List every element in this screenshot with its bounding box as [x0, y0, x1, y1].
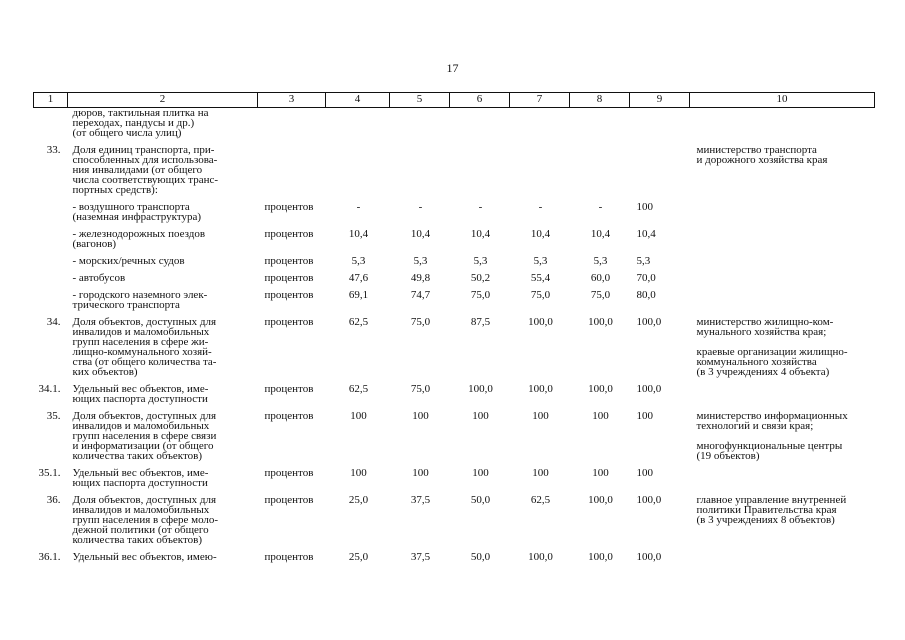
indicator-name-line: (наземная инфраструктура) — [72, 211, 202, 223]
indicator-name-line: способленных для использова- — [72, 154, 218, 166]
indicator-name-line: портных средств): — [72, 184, 158, 196]
table-row — [34, 495, 875, 552]
indicator-name-line: Доля объектов, доступных для — [72, 316, 217, 328]
indicator-name-line: трического транспорта — [72, 299, 180, 311]
value-cell-col8: 100 — [592, 410, 609, 422]
value-cell-col7 — [510, 145, 570, 202]
indicator-name — [68, 290, 258, 317]
indicator-name — [68, 411, 258, 468]
value-cell-col4 — [326, 145, 390, 202]
row-number — [34, 273, 68, 290]
table-row — [34, 290, 875, 317]
value-cell-col6: - — [478, 201, 483, 213]
indicator-name-line: - железнодорожных поездов — [72, 228, 206, 240]
column-header-5: 5 — [390, 93, 450, 108]
responsible-body — [690, 273, 875, 290]
unit-of-measure: процентов — [264, 494, 314, 506]
value-cell-col8: 60,0 — [590, 272, 611, 284]
value-cell-col8: 10,4 — [590, 228, 611, 240]
indicator-name-line: (вагонов) — [72, 238, 117, 250]
value-cell-col5 — [390, 108, 450, 146]
value-cell-col9: 100,0 — [636, 551, 662, 563]
table-row — [34, 256, 875, 273]
indicator-name-line: количества таких объектов) — [72, 450, 202, 462]
value-cell-col4: 100 — [350, 467, 367, 479]
responsible-line: (19 объектов) — [696, 450, 760, 462]
value-cell-col9: 100 — [636, 201, 653, 213]
responsible-line: главное управление внутренней — [696, 494, 847, 506]
row-number: 35. — [46, 410, 61, 422]
indicator-name — [68, 145, 258, 202]
responsible-line: мунального хозяйства края; — [696, 326, 827, 338]
indicator-name-line: дежной политики (от общего — [72, 524, 209, 536]
indicator-name-line: ства (от общего количества та- — [72, 356, 217, 368]
value-cell-col6 — [450, 108, 510, 146]
table-row — [34, 552, 875, 569]
value-cell-col6: 100 — [472, 410, 489, 422]
table-row — [34, 384, 875, 411]
responsible-line: (в 3 учреждениях 8 объектов) — [696, 514, 835, 526]
unit-of-measure: процентов — [264, 201, 314, 213]
indicator-name-line: ния инвалидами (от общего — [72, 164, 203, 176]
indicator-name-line: инвалидов и маломобильных — [72, 326, 210, 338]
responsible-line: министерство информационных — [696, 410, 848, 422]
column-header-3: 3 — [258, 93, 326, 108]
indicator-name-line: инвалидов и маломобильных — [72, 420, 210, 432]
indicator-name-line: дюров, тактильная плитка на — [72, 107, 209, 119]
indicator-name-line: - автобусов — [72, 272, 126, 284]
table-row — [34, 145, 875, 202]
value-cell-col7: 100,0 — [528, 383, 553, 395]
unit-of-measure: процентов — [264, 255, 314, 267]
value-cell-col5 — [390, 145, 450, 202]
table-row — [34, 411, 875, 468]
indicator-name-line: групп населения в сфере связи — [72, 430, 217, 442]
row-number — [34, 229, 68, 256]
unit-of-measure — [258, 145, 326, 202]
value-cell-col5: 37,5 — [410, 494, 431, 506]
value-cell-col9: 100,0 — [636, 316, 662, 328]
value-cell-col6: 10,4 — [470, 228, 491, 240]
responsible-body — [690, 256, 875, 273]
value-cell-col5: 100 — [412, 467, 429, 479]
row-number: 36. — [46, 494, 61, 506]
value-cell-col7: 100 — [532, 467, 549, 479]
indicator-name-line: Удельный вес объектов, име- — [72, 383, 209, 395]
unit-of-measure — [258, 108, 326, 146]
responsible-body — [690, 468, 875, 495]
row-number — [34, 108, 68, 146]
value-cell-col5: 10,4 — [410, 228, 431, 240]
row-number: 34. — [46, 316, 61, 328]
responsible-line: краевые организации жилищно- — [696, 346, 848, 358]
indicator-name-line: - воздушного транспорта — [72, 201, 190, 213]
value-cell-col4: 62,5 — [348, 383, 369, 395]
column-header-10: 10 — [690, 93, 875, 108]
responsible-line: (в 3 учреждениях 4 объекта) — [696, 366, 830, 378]
value-cell-col8: 100,0 — [588, 494, 613, 506]
responsible-line: и дорожного хозяйства края — [696, 154, 828, 166]
value-cell-col7: 100,0 — [528, 316, 553, 328]
indicator-name-line: групп населения в сфере моло- — [72, 514, 219, 526]
indicator-name-line: Доля единиц транспорта, при- — [72, 144, 215, 156]
indicator-name — [68, 468, 258, 495]
responsible-line: министерство транспорта — [696, 144, 817, 156]
indicator-name — [68, 552, 258, 569]
unit-of-measure: процентов — [264, 467, 314, 479]
column-header-2: 2 — [68, 93, 258, 108]
value-cell-col4 — [326, 108, 390, 146]
value-cell-col5: 75,0 — [410, 316, 431, 328]
responsible-body — [690, 145, 875, 202]
value-cell-col8 — [570, 108, 630, 146]
indicator-name-line: Удельный вес объектов, имею- — [72, 551, 217, 563]
value-cell-col4: - — [356, 201, 361, 213]
indicator-name — [68, 229, 258, 256]
table-row — [34, 317, 875, 384]
value-cell-col9: 100,0 — [636, 494, 662, 506]
value-cell-col8: 100 — [592, 467, 609, 479]
value-cell-col8: 5,3 — [593, 255, 608, 267]
indicator-name-line: ких объектов) — [72, 366, 138, 378]
value-cell-col7: 100 — [532, 410, 549, 422]
value-cell-col4: 100 — [350, 410, 367, 422]
table-row — [34, 229, 875, 256]
indicator-name — [68, 202, 258, 229]
value-cell-col9: 5,3 — [636, 255, 651, 267]
value-cell-col9: 80,0 — [636, 289, 656, 301]
indicator-name-line: ющих паспорта доступности — [72, 393, 208, 405]
value-cell-col5: 75,0 — [410, 383, 431, 395]
indicator-name-line: - городского наземного элек- — [72, 289, 208, 301]
indicator-name — [68, 256, 258, 273]
value-cell-col7: 55,4 — [530, 272, 551, 284]
indicator-name — [68, 317, 258, 384]
value-cell-col9 — [630, 108, 690, 146]
column-header-8: 8 — [570, 93, 630, 108]
value-cell-col9: 100 — [636, 467, 653, 479]
responsible-body — [690, 317, 875, 384]
table-row — [34, 468, 875, 495]
row-number — [34, 202, 68, 229]
indicator-name — [68, 495, 258, 552]
value-cell-col6: 75,0 — [470, 289, 491, 301]
value-cell-col7: 75,0 — [530, 289, 551, 301]
value-cell-col7: - — [538, 201, 543, 213]
row-number — [34, 256, 68, 273]
responsible-body — [690, 108, 875, 146]
row-number: 33. — [46, 144, 61, 156]
value-cell-col8: 100,0 — [588, 316, 613, 328]
indicator-name-line: переходах, пандусы и др.) — [72, 117, 195, 129]
value-cell-col8: 75,0 — [590, 289, 611, 301]
page-number: 17 — [446, 61, 459, 75]
column-header-1: 1 — [34, 93, 68, 108]
value-cell-col6: 50,0 — [470, 551, 491, 563]
value-cell-col4: 25,0 — [348, 551, 369, 563]
responsible-line: министерство жилищно-ком- — [696, 316, 834, 328]
column-header-7: 7 — [510, 93, 570, 108]
unit-of-measure: процентов — [264, 228, 314, 240]
value-cell-col7: 10,4 — [530, 228, 551, 240]
value-cell-col4: 5,3 — [351, 255, 366, 267]
responsible-body — [690, 552, 875, 569]
value-cell-col4: 62,5 — [348, 316, 369, 328]
responsible-body — [690, 229, 875, 256]
indicator-name-line: и информатизации (от общего — [72, 440, 214, 452]
value-cell-col5: 5,3 — [413, 255, 428, 267]
indicator-name — [68, 108, 258, 146]
unit-of-measure: процентов — [264, 551, 314, 563]
value-cell-col5: 100 — [412, 410, 429, 422]
indicator-name-line: (от общего числа улиц) — [72, 127, 182, 139]
indicator-name-line: инвалидов и маломобильных — [72, 504, 210, 516]
column-header-9: 9 — [630, 93, 690, 108]
value-cell-col6: 50,2 — [470, 272, 491, 284]
responsible-line: коммунального хозяйства — [696, 356, 817, 368]
value-cell-col6: 87,5 — [470, 316, 491, 328]
unit-of-measure: процентов — [264, 272, 314, 284]
value-cell-col9: 70,0 — [636, 272, 656, 284]
unit-of-measure: процентов — [264, 316, 314, 328]
value-cell-col9: 100,0 — [636, 383, 662, 395]
value-cell-col9: 100 — [636, 410, 653, 422]
value-cell-col6: 5,3 — [473, 255, 488, 267]
responsible-line: технологий и связи края; — [696, 420, 814, 432]
value-cell-col4: 25,0 — [348, 494, 369, 506]
responsible-line: многофункциональные центры — [696, 440, 843, 452]
responsible-body — [690, 290, 875, 317]
responsible-body — [690, 495, 875, 552]
value-cell-col4: 10,4 — [348, 228, 369, 240]
indicator-name-line: ющих паспорта доступности — [72, 477, 208, 489]
row-number: 36.1. — [38, 551, 61, 563]
indicator-name-line: Удельный вес объектов, име- — [72, 467, 209, 479]
value-cell-col8: 100,0 — [588, 383, 613, 395]
value-cell-col6 — [450, 145, 510, 202]
indicator-name-line: Доля объектов, доступных для — [72, 410, 217, 422]
indicator-name-line: - морских/речных судов — [72, 255, 185, 267]
responsible-body — [690, 384, 875, 411]
header-row — [34, 93, 875, 108]
value-cell-col8: - — [598, 201, 603, 213]
row-number: 34.1. — [38, 383, 61, 395]
indicator-name-line: числа соответствующих транс- — [72, 174, 219, 186]
column-header-6: 6 — [450, 93, 510, 108]
responsible-body — [690, 202, 875, 229]
table-header — [34, 93, 875, 108]
responsible-line: политики Правительства края — [696, 504, 837, 516]
indicator-name-line: лищно-коммунального хозяй- — [72, 346, 212, 358]
value-cell-col8 — [570, 145, 630, 202]
table-body — [34, 108, 875, 570]
unit-of-measure: процентов — [264, 410, 314, 422]
value-cell-col9 — [630, 145, 690, 202]
indicator-name-line: групп населения в сфере жи- — [72, 336, 209, 348]
value-cell-col7: 100,0 — [528, 551, 553, 563]
indicators-table — [33, 92, 875, 569]
value-cell-col9: 10,4 — [636, 228, 656, 240]
indicator-name-line: количества таких объектов) — [72, 534, 202, 546]
unit-of-measure: процентов — [264, 383, 314, 395]
value-cell-col5: 74,7 — [410, 289, 431, 301]
indicator-name — [68, 384, 258, 411]
value-cell-col6: 100,0 — [468, 383, 493, 395]
value-cell-col5: 37,5 — [410, 551, 431, 563]
table-row — [34, 273, 875, 290]
unit-of-measure: процентов — [264, 289, 314, 301]
value-cell-col4: 47,6 — [348, 272, 369, 284]
value-cell-col7: 62,5 — [530, 494, 551, 506]
value-cell-col7: 5,3 — [533, 255, 548, 267]
value-cell-col6: 100 — [472, 467, 489, 479]
value-cell-col5: - — [418, 201, 423, 213]
value-cell-col6: 50,0 — [470, 494, 491, 506]
table-row — [34, 108, 875, 146]
row-number: 35.1. — [38, 467, 61, 479]
indicator-name-line: Доля объектов, доступных для — [72, 494, 217, 506]
indicator-name — [68, 273, 258, 290]
value-cell-col4: 69,1 — [348, 289, 369, 301]
table-row — [34, 202, 875, 229]
value-cell-col5: 49,8 — [410, 272, 431, 284]
column-header-4: 4 — [326, 93, 390, 108]
value-cell-col7 — [510, 108, 570, 146]
responsible-body — [690, 411, 875, 468]
row-number — [34, 290, 68, 317]
value-cell-col8: 100,0 — [588, 551, 613, 563]
